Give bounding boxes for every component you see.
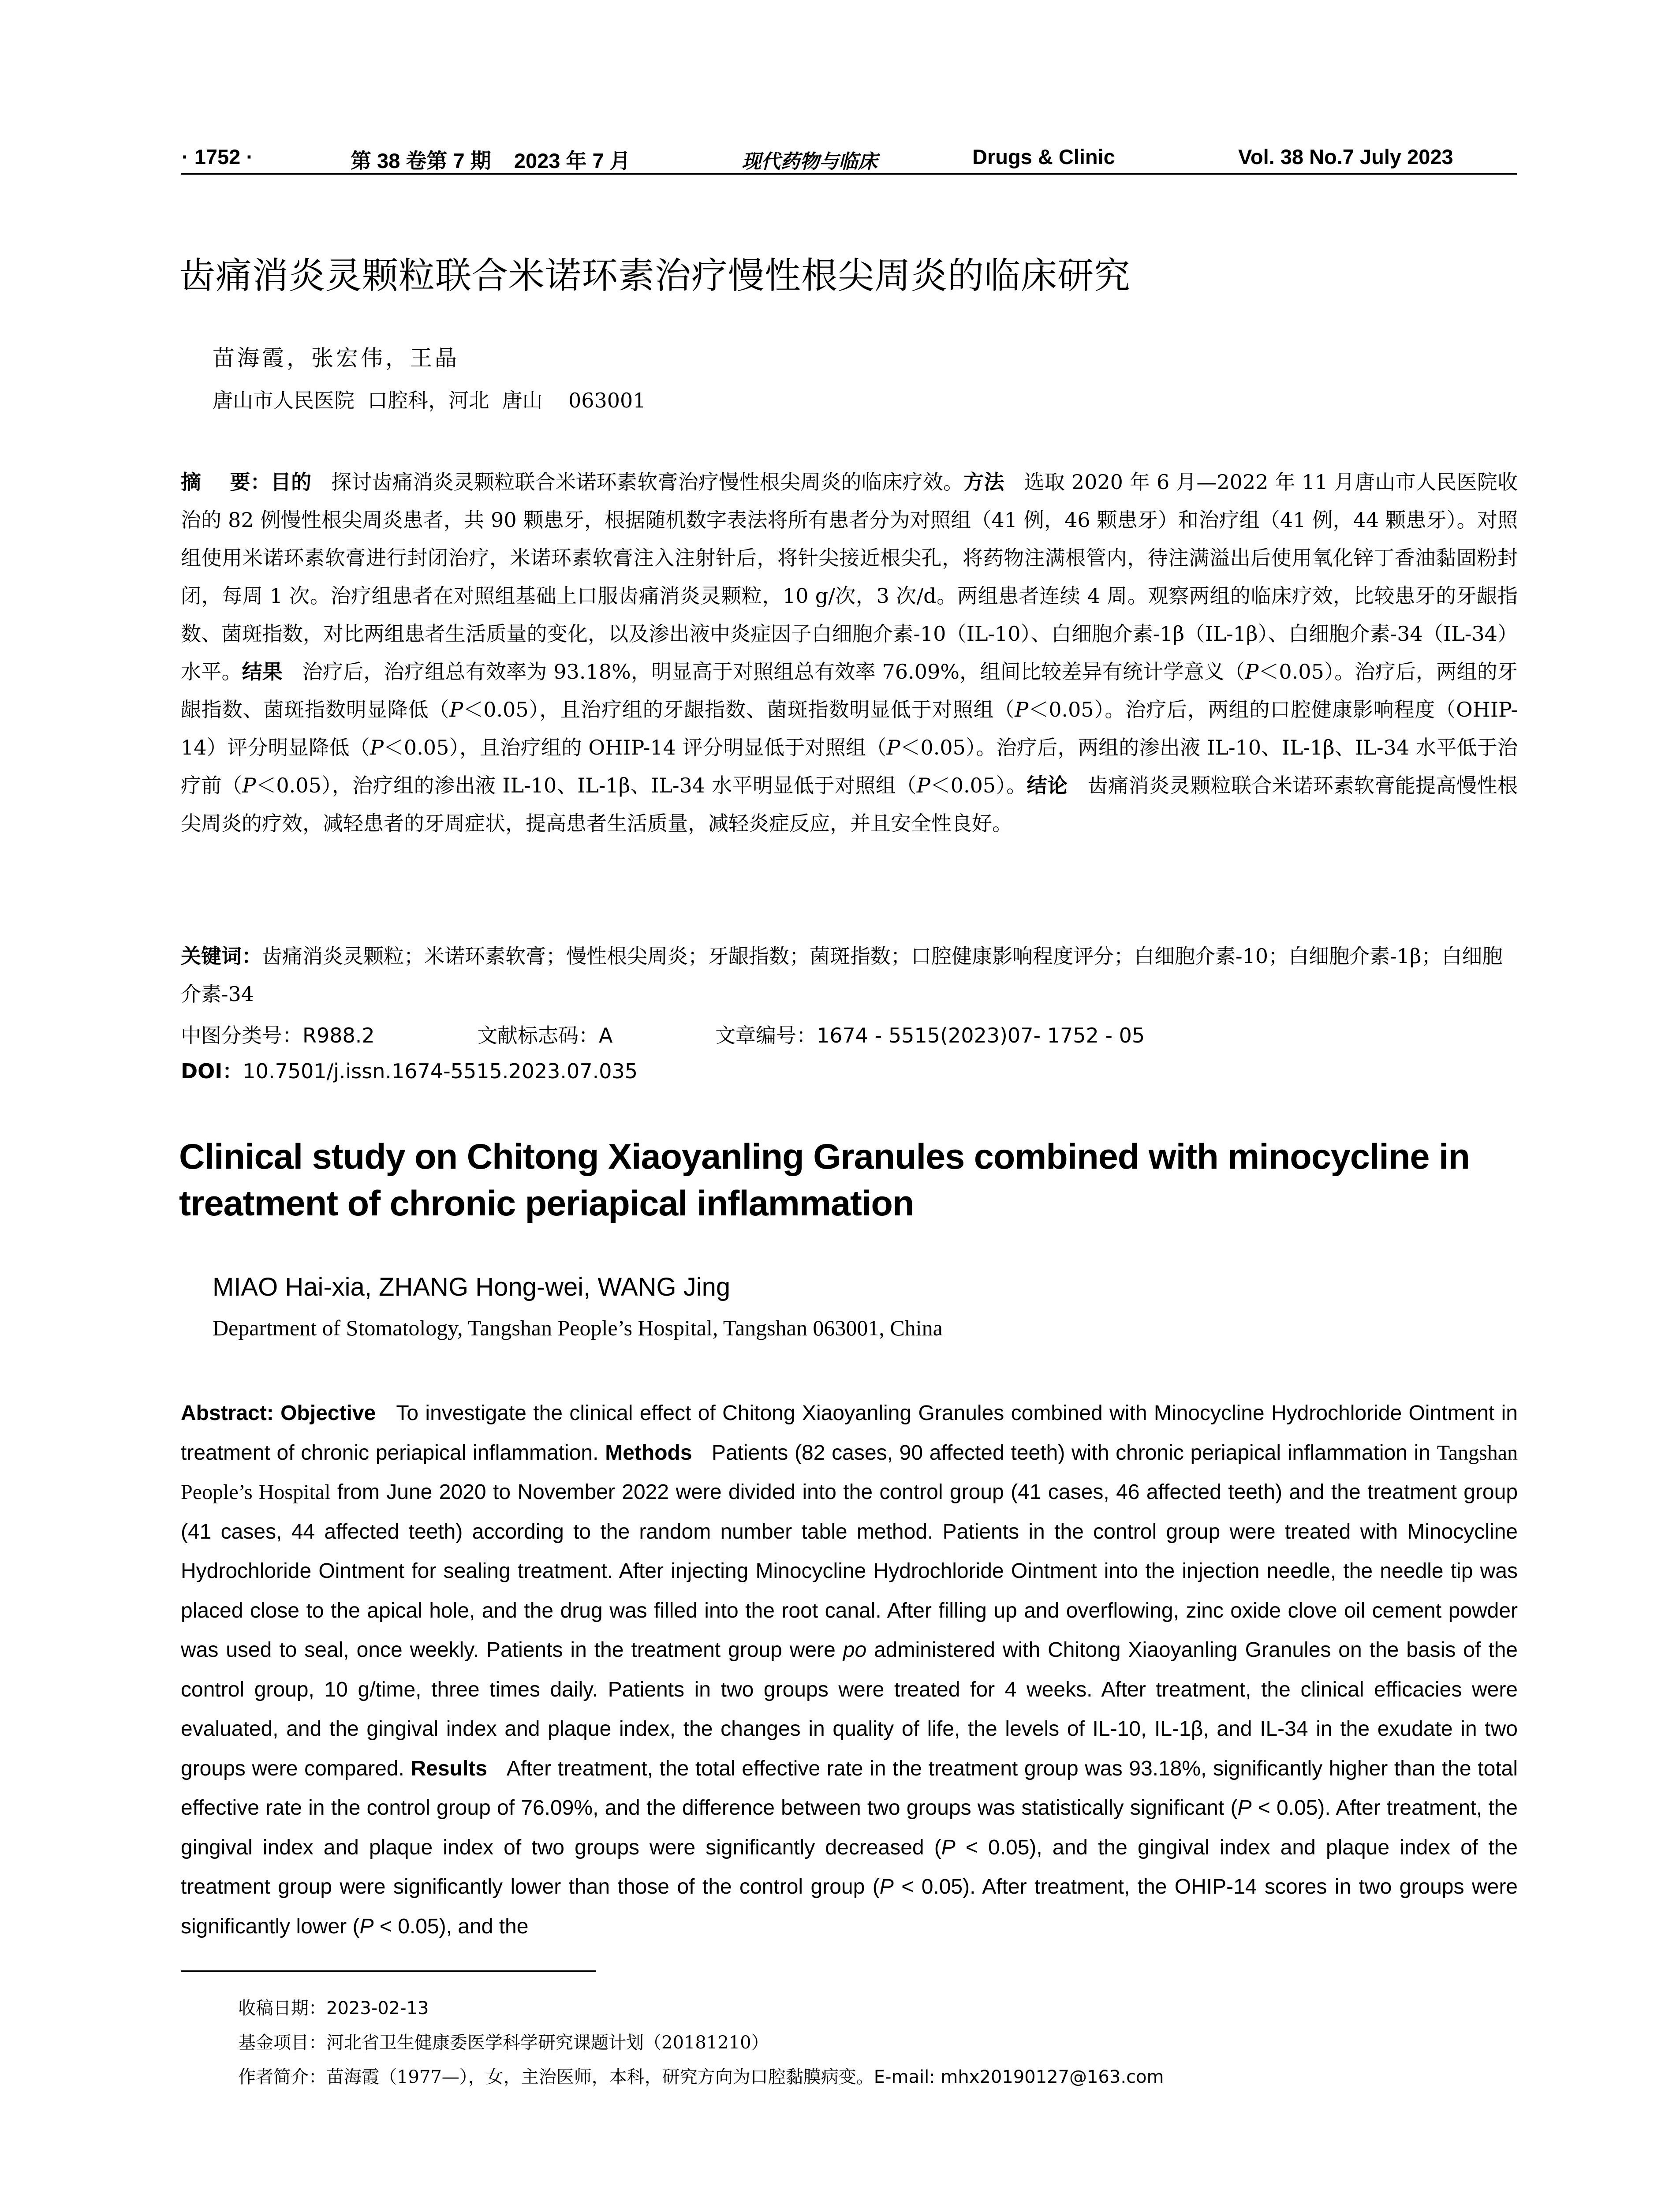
methods-text: 选取 2020 年 6 月—2022 年 11 月唐山市人民医院收治的 82 例慢性根尖周炎患者，共 90 颗患牙，根据随机数字表法将所有患者分为对照组（41 例，46 颗患牙）和治疗组（41 例，44 颗患牙）。对照组使用米诺环素软膏进行封闭治疗，米诺环素软膏注入注射针后，将针尖接近根尖孔，将药物注满根管内，待注满溢出后使用氧化锌丁香油黏固粉封闭，每周 1 次。治疗组患者在对照组基础上口服齿痛消炎灵颗粒，10 g/次，3 次/d。两组患者连续 4 周。观察两组的临床疗效，比较患牙的牙龈指数、菌斑指数，对比两组患者生活质量的变化，以及渗出液中炎症因子白细胞介素-10（IL-10）、白细胞介素-1β（IL-1β）、白细胞介素-34（IL-34）水平。: [181, 470, 1518, 684]
results-label: 结果: [242, 660, 283, 684]
p-value-symbol: P: [886, 736, 900, 759]
po-abbreviation: po: [843, 1638, 867, 1662]
p-value-symbol: P: [1015, 698, 1029, 721]
results-text: ＜0.05），治疗组的渗出液 IL-10、IL-1β、IL-34 水平明显低于对照组（: [256, 774, 917, 797]
results-text: ＜0.05），且治疗组的牙龈指数、菌斑指数明显低于对照组（: [463, 698, 1015, 721]
article-no-label: 文章编号：: [715, 1024, 817, 1047]
footnotes: [238, 1991, 1164, 2094]
doi-row: [181, 1055, 638, 1084]
conclusion-label: 结论: [1027, 774, 1068, 797]
doc-code-value: A: [599, 1024, 613, 1047]
p-value-symbol: P: [242, 774, 256, 797]
abstract-label: Abstract:: [181, 1401, 274, 1425]
clc-label: 中图分类号：: [181, 1024, 302, 1047]
clc-value: R988.2: [302, 1024, 375, 1047]
keywords-text: 齿痛消炎灵颗粒；米诺环素软膏；慢性根尖周炎；牙龈指数；菌斑指数；口腔健康影响程度评分；白细胞介素-10；白细胞介素-1β；白细胞介素-34: [181, 944, 1503, 1006]
results-text: ＜0.05），且治疗组的 OHIP-14 评分明显低于对照组（: [383, 736, 887, 759]
results-text: < 0.05), and the gingival index and plaque index of the treatment group were significantly lower than those of the control group (: [181, 1835, 1518, 1899]
p-value-symbol: P: [941, 1835, 956, 1859]
results-text: ＜0.05）。治疗后，两组的牙龈指数、菌斑指数明显降低（: [181, 660, 1518, 721]
methods-label: Methods: [605, 1441, 692, 1465]
doi-value: 10.7501/j.issn.1674-5515.2023.07.035: [243, 1059, 638, 1083]
footnote-divider: [181, 1970, 596, 1972]
received-value: 2023-02-13: [326, 1998, 429, 2018]
results-text: < 0.05), and the: [373, 1914, 529, 1938]
fund-value: 河北省卫生健康委医学科学研究课题计划（20181210）: [326, 2033, 769, 2053]
methods-text: administered with Chitong Xiaoyanling Granules on the basis of the control group, 10 g/time, three times daily. Patients in two groups were treated for 4 weeks. After treatment, the clinical efficacies were evaluated, and the gingival index and plaque index, the changes in quality of life, the levels of IL-10, IL-1β, and IL-34 in the exudate in two groups were compared.: [181, 1638, 1518, 1780]
chinese-affiliation: 唐山市人民医院 口腔科，河北 唐山 063001: [213, 389, 646, 412]
doc-code-label: 文献标志码：: [477, 1024, 599, 1047]
results-text: < 0.05). After treatment, the OHIP-14 scores in two groups were significantly lower (: [181, 1875, 1518, 1938]
received-date: [238, 1991, 1164, 2026]
results-text: < 0.05). After treatment, the gingival index and plaque index of two groups were significantly decreased (: [181, 1796, 1518, 1859]
fund-label: 基金项目：: [238, 2033, 326, 2053]
abstract-label: 摘 要：: [181, 470, 271, 494]
funding: [238, 2026, 1164, 2060]
p-value-symbol: P: [359, 1914, 374, 1938]
results-text: ＜0.05）。治疗后，两组的渗出液 IL-10、IL-1β、IL-34 水平低于治疗前（: [181, 736, 1518, 797]
classification-row: [181, 1020, 1145, 1049]
author-email: E-mail: mhx20190127@163.com: [874, 2067, 1164, 2087]
chinese-title: 齿痛消炎灵颗粒联合米诺环素治疗慢性根尖周炎的临床研究: [179, 255, 1131, 297]
p-value-symbol: P: [1245, 660, 1259, 684]
results-text: ＜0.05）。: [930, 774, 1027, 797]
author-label: 作者简介：: [238, 2067, 326, 2087]
journal-name-cn: 现代药物与临床: [742, 150, 877, 173]
keywords: [181, 937, 1518, 1013]
methods-text: from June 2020 to November 2022 were divided into the control group (41 cases, 46 affected teeth) and the treatment group (41 cases, 44 affected teeth) according to the random number table method. Patients in the control group were treated with Minocycline Hydrochloride Ointment for sealing treatment. After injecting Minocycline Hydrochloride Ointment into the injection needle, the needle tip was placed close to the apical hole, and the drug was filled into the root canal. After filling up and overflowing, zinc oxide clove oil cement powder was used to seal, once weekly. Patients in the treatment group were: [181, 1480, 1518, 1662]
objective-text: To investigate the clinical effect of Chitong Xiaoyanling Granules combined with Minocycline Hydrochloride Ointment in treatment of chronic periapical inflammation.: [181, 1401, 1518, 1465]
english-authors: MIAO Hai-xia, ZHANG Hong-wei, WANG Jing: [213, 1273, 731, 1301]
objective-label: Objective: [280, 1401, 376, 1425]
journal-name-en: Drugs & Clinic: [972, 145, 1115, 168]
p-value-symbol: P: [879, 1875, 894, 1899]
results-text: After treatment, the total effective rate in the treatment group was 93.18%, significantly higher than the total effective rate in the control group of 76.09%, and the difference between two groups was statistically significant (: [181, 1757, 1518, 1820]
article-no-value: 1674 - 5515(2023)07- 1752 - 05: [817, 1024, 1145, 1047]
chinese-abstract: [181, 463, 1518, 842]
english-affiliation: Department of Stomatology, Tangshan People’s Hospital, Tangshan 063001, China: [213, 1316, 943, 1340]
keywords-label: 关键词：: [181, 944, 262, 968]
volume-info: Vol. 38 No.7 July 2023: [1238, 145, 1453, 168]
english-abstract: [181, 1394, 1518, 1946]
author-bio: [238, 2060, 1164, 2094]
chinese-authors: 苗海霞，张宏伟，王晶: [213, 345, 459, 371]
results-text: ＜0.05）。治疗后，两组的口腔健康影响程度（OHIP-14）评分明显降低（: [181, 698, 1518, 759]
methods-label: 方法: [963, 470, 1004, 494]
author-value: 苗海霞（1977—），女，主治医师，本科，研究方向为口腔黏膜病变。: [326, 2067, 874, 2087]
objective-label: 目的: [270, 470, 312, 494]
english-title: Clinical study on Chitong Xiaoyanling Granules combined with minocycline in treatment of chronic periapical inflammation: [179, 1137, 1470, 1223]
p-value-symbol: P: [1237, 1796, 1252, 1820]
page-number: · 1752 ·: [182, 145, 253, 168]
doi-label: DOI：: [181, 1059, 243, 1083]
results-label: Results: [411, 1757, 487, 1780]
p-value-symbol: P: [449, 698, 463, 721]
p-value-symbol: P: [370, 736, 384, 759]
methods-text: Patients (82 cases, 90 affected teeth) with chronic periapical inflammation in: [711, 1441, 1430, 1465]
received-label: 收稿日期：: [238, 1998, 326, 2018]
conclusion-text: 齿痛消炎灵颗粒联合米诺环素软膏能提高慢性根尖周炎的疗效，减轻患者的牙周症状，提高患者生活质量，减轻炎症反应，并且安全性良好。: [181, 774, 1518, 835]
issue-info: 第 38 卷第 7 期 2023 年 7 月: [351, 149, 631, 172]
running-header: [181, 142, 1517, 175]
objective-text: 探讨齿痛消炎灵颗粒联合米诺环素软膏治疗慢性根尖周炎的临床疗效。: [331, 470, 964, 494]
p-value-symbol: P: [916, 774, 930, 797]
results-text: 治疗后，治疗组总有效率为 93.18%，明显高于对照组总有效率 76.09%，组间比较差异有统计学意义（: [302, 660, 1245, 684]
hospital-name: Tangshan People’s Hospital: [181, 1441, 1518, 1504]
